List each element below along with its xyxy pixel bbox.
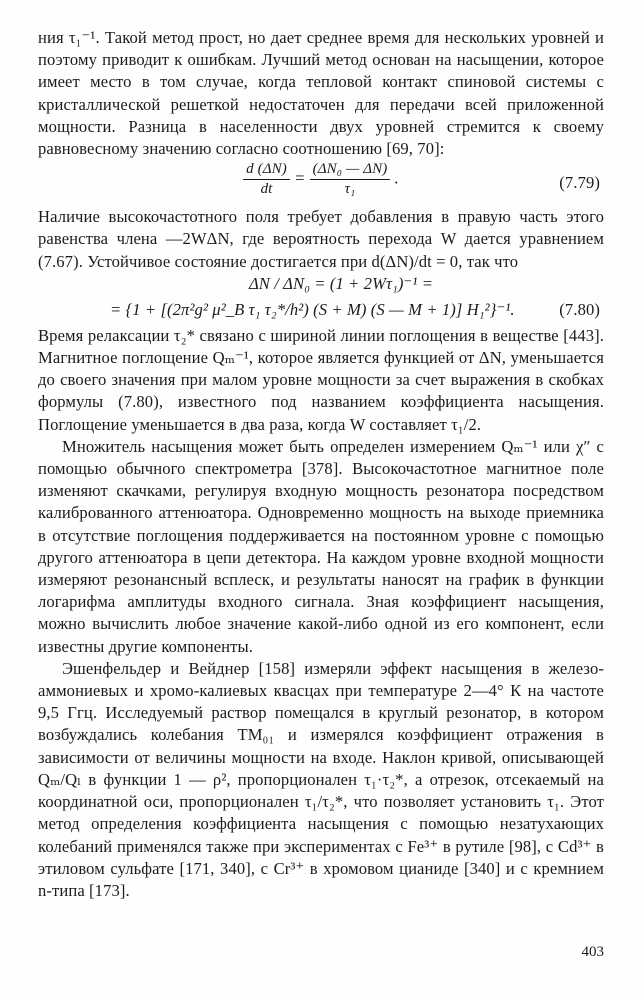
eq779-lhs-numerator: d (ΔN): [243, 160, 290, 180]
eq779-number: (7.79): [559, 173, 600, 193]
eq779-equals: =: [294, 168, 306, 188]
page-text: [38, 27, 604, 902]
equation-7-80-line1: ΔN / ΔN₀ = (1 + 2Wτ₁)⁻¹ =: [248, 273, 434, 293]
paragraph-4: Множитель насыщения может быть определен измерением Qₘ⁻¹ или χ″ с помощью обычного спектрометра [378]. Высокочастотное магнитное поле изменяют скачками, регулируя входную мощность резонатора посредством калиброванного аттенюатора. Одновременно мощность на выходе приемника в отсутствие поглощения поддерживается на постоянном уровне с помощью другого аттенюатора в цепи детектора. На каждом уровне входной мощности измеряют резонансный всплеск, и результаты наносят на график в функции логарифма амплитуды входного сигнала. Зная коэффициент насыщения, можно вычислить любое значение какой-либо одной из его компонент, если известны другие компоненты.: [38, 436, 604, 656]
eq779-lhs-fraction: [243, 160, 290, 199]
paragraph-5: Эшенфельдер и Вейднер [158] измеряли эффект насыщения в железо-аммониевых и хромо-калиевых квасцах при температуре 2—4° К на частоте 9,5 Ггц. Исследуемый раствор помещался в круглый резонатор, в котором возбуждались колебания TM₀₁ и измерялся коэффициент отражения в зависимости от величины мощности на входе. Наклон кривой, описывающей Qₘ/Qₗ в функции 1 — ρ², пропорционален τ₁·τ₂*, а отрезок, отсекаемый на координатной оси, пропорционален τ₁/τ₂*, что позволяет установить τ₁. Этот метод определения коэффициента насыщения с помощью незатухающих колебаний применялся также при экспериментах с Fe³⁺ в рутиле [98], с Cd³⁺ в этиловом сульфате [171, 340], с Cr³⁺ в хромовом цианиде [340] и с кремнием n-типа [173].: [38, 658, 604, 900]
eq779-rhs-denominator: τ₁: [344, 181, 356, 198]
paragraph-3: Время релаксации τ₂* связано с шириной линии поглощения в веществе [443]. Магнитное поглощение Qₘ⁻¹, которое является функцией от ΔN, уменьшается до своего значения при малом уровне мощности за счет выражения в скобках формулы (7.80), известного под названием коэффициента насыщения. Поглощение уменьшается в два раза, когда W составляет τ₁/2.: [38, 325, 604, 434]
paragraph-2: Наличие высокочастотного поля требует добавления в правую часть этого равенства члена —2WΔN, где вероятность перехода W дается уравнением (7.67). Устойчивое состояние достигается при d(ΔN)/dt = 0, так что: [38, 207, 604, 271]
paragraph-1: ния τ₁⁻¹. Такой метод прост, но дает среднее время для нескольких уровней и поэтому приводит к ошибкам. Лучший метод основан на насыщении, которое имеет место в том случае, когда тепловой контакт спиновой системы с кристаллической решеткой недостаточен для передачи всей приложенной мощности. Разница в населенности двух уровней стремится к своему равновесному значению согласно соотношению [69, 70]:: [38, 28, 604, 159]
eq779-rhs-numerator: (ΔN₀ — ΔN): [310, 160, 391, 180]
eq779-period: .: [394, 168, 399, 188]
equation-7-80-line2: [38, 299, 604, 325]
page-number: 403: [581, 944, 604, 960]
eq779-rhs-fraction: [310, 160, 391, 199]
eq780-line2-body: = {1 + [(2π²g² μ²_B τ₁ τ₂*/h²) (S + M) (S — M + 1)] H₁²}⁻¹.: [110, 299, 515, 319]
eq780-number: (7.80): [559, 299, 600, 319]
equation-7-79: [38, 160, 604, 206]
eq779-lhs-denominator: dt: [260, 181, 273, 198]
